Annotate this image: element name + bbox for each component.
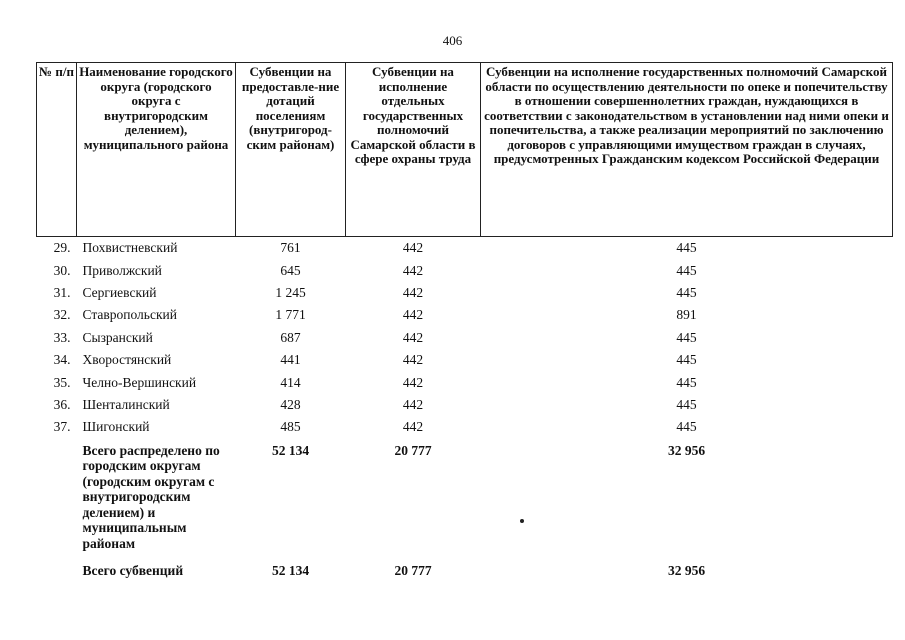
row-number: 34.	[53, 352, 71, 368]
row-number: 31.	[53, 284, 71, 300]
district-name: Челно-Вершинский	[82, 374, 197, 390]
header-name: Наименование городского округа (городского округа с внутригородским делением), муниципального района	[77, 63, 236, 237]
subsidy-settlements-value: 687	[280, 329, 301, 345]
table-row	[37, 394, 893, 416]
subsidy-labor-value: 442	[402, 307, 424, 323]
table-row	[37, 327, 893, 349]
table-row	[37, 282, 893, 304]
total-labor-value: 20 777	[394, 563, 432, 579]
row-number: 33.	[53, 329, 71, 345]
row-number: 36.	[53, 396, 71, 412]
district-name: Сергиевский	[82, 284, 157, 300]
subsidy-settlements-value: 1 771	[275, 307, 306, 323]
subsidy-labor-value: 442	[402, 240, 424, 256]
subsidies-table	[36, 62, 893, 579]
subsidy-guardianship-value: 445	[676, 419, 697, 435]
row-number: 32.	[53, 307, 71, 323]
district-name: Ставропольский	[82, 307, 177, 323]
table-body	[37, 237, 893, 580]
subsidy-labor-value: 442	[402, 352, 424, 368]
row-number: 29.	[53, 240, 71, 256]
subsidy-labor-value: 442	[402, 374, 424, 390]
table-row	[37, 237, 893, 260]
total-label: Всего субвенций	[82, 563, 184, 579]
subsidy-settlements-value: 485	[280, 419, 301, 435]
table-row	[37, 259, 893, 281]
table-row	[37, 371, 893, 393]
subsidy-labor-value: 442	[402, 329, 424, 345]
subsidy-settlements-value: 761	[280, 240, 301, 256]
row-number: 30.	[53, 262, 71, 278]
total-labor-value: 20 777	[394, 442, 432, 458]
total-guardianship-value: 32 956	[667, 442, 706, 458]
district-name: Хворостянский	[82, 352, 172, 368]
total-guardianship-value: 32 956	[667, 563, 706, 579]
header-subsidy-guardianship: Субвенции на исполнение государственных полномочий Самарской области по осуществлению деятельности по опеке и попечительству в отношении совершеннолетних граждан, нуждающихся в соответствии с законодательством в установлении над ними опеки и попечительства, а также реализации мероприятий по заключению договоров с управляющими имуществом граждан в случаях, предусмотренных Гражданским кодексом Российской Федерации	[481, 63, 893, 237]
subsidy-settlements-value: 414	[280, 374, 301, 390]
subsidy-labor-value: 442	[402, 396, 424, 412]
subsidy-settlements-value: 428	[280, 396, 301, 412]
subsidy-settlements-value: 645	[280, 262, 301, 278]
header-subsidy-labor-protection: Субвенции на исполнение отдельных государственных полномочий Самарской области в сфере охраны труда	[346, 63, 481, 237]
subsidy-guardianship-value: 445	[676, 284, 697, 300]
subsidy-guardianship-value: 445	[676, 240, 697, 256]
row-number: 35.	[53, 374, 71, 390]
district-name: Шенталинский	[82, 396, 170, 412]
table-header-row	[37, 63, 893, 237]
row-number: 37.	[53, 419, 71, 435]
header-subsidy-subsidies-settlements: Субвенции на предоставле-ние дотаций поселениям (внутригород-ским районам)	[236, 63, 346, 237]
table-row	[37, 349, 893, 371]
subsidy-settlements-value: 1 245	[275, 284, 306, 300]
subsidy-guardianship-value: 445	[676, 352, 697, 368]
table-row	[37, 416, 893, 438]
header-number: № п/п	[37, 63, 77, 237]
subsidy-guardianship-value: 445	[676, 329, 697, 345]
subsidy-guardianship-value: 891	[676, 307, 697, 323]
subsidy-guardianship-value: 445	[676, 396, 697, 412]
subsidy-labor-value: 442	[402, 262, 424, 278]
total-label: Всего распределено по городским округам (городским округам с внутригородским делением) и муниципальным районам	[82, 442, 220, 551]
scan-speck	[520, 519, 524, 523]
subsidy-labor-value: 442	[402, 419, 424, 435]
total-row-blank	[37, 551, 77, 579]
total-row-blank	[37, 439, 77, 552]
subsidy-settlements-value: 441	[280, 352, 301, 368]
subsidy-guardianship-value: 445	[676, 374, 697, 390]
district-name: Похвистневский	[82, 240, 178, 256]
total-row	[37, 551, 893, 579]
table-row	[37, 304, 893, 326]
district-name: Шигонский	[82, 419, 150, 435]
subsidy-guardianship-value: 445	[676, 262, 697, 278]
district-name: Сызранский	[82, 329, 153, 345]
subsidy-labor-value: 442	[402, 284, 424, 300]
total-row	[37, 439, 893, 552]
district-name: Приволжский	[82, 262, 162, 278]
page-number: 406	[442, 33, 463, 48]
total-settlements-value: 52 134	[271, 442, 310, 458]
total-settlements-value: 52 134	[271, 563, 310, 579]
